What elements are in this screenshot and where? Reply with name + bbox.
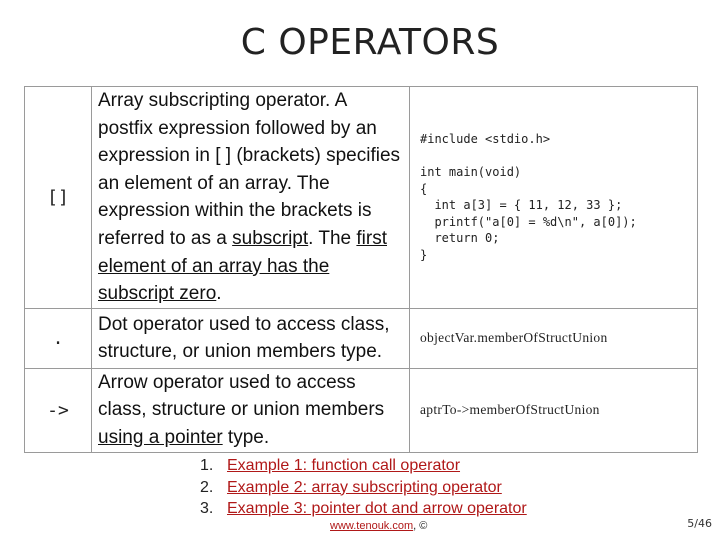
example-2-link[interactable]: Example 2: array subscripting operator — [227, 478, 502, 496]
code-cell — [410, 368, 698, 452]
description-cell — [92, 87, 410, 309]
table-row — [25, 308, 698, 368]
table-row — [25, 368, 698, 452]
list-item — [200, 498, 527, 520]
list-item — [200, 477, 527, 499]
description-text: type. — [222, 426, 270, 448]
footer — [330, 520, 427, 532]
examples-list — [200, 455, 527, 520]
example-1-link[interactable]: Example 1: function call operator — [227, 457, 461, 474]
list-number: 2. — [200, 478, 214, 496]
list-number: 1. — [200, 457, 214, 474]
code-snippet: #include <stdio.h> int main(void) { int a[3] = { 11, 12, 33 }; printf("a[0] = %d\n", a[0]); return 0; } — [420, 132, 637, 262]
code-cell — [410, 308, 698, 368]
pointer-term: using a pointer — [98, 426, 223, 448]
code-snippet: aptrTo->memberOfStructUnion — [420, 402, 600, 418]
page-number: 5/46 — [687, 517, 712, 530]
description-text: Array subscripting operator. A postfix expression followed by an expression in [ ] (brackets) specifies an element of an array. The expression within the brackets is referred to as a — [98, 90, 401, 249]
operator-cell: -> — [25, 368, 92, 452]
subscript-zero-term: first element of an array has the subscript zero — [98, 227, 387, 305]
operators-table — [24, 86, 698, 453]
subscript-term: subscript — [232, 227, 309, 249]
code-cell — [410, 87, 698, 309]
operator-cell: . — [25, 308, 92, 368]
copyright-text: , © — [413, 520, 428, 532]
description-cell — [92, 368, 410, 452]
description-cell: Dot operator used to access class, structure, or union members type. — [92, 308, 410, 368]
example-3-link[interactable]: Example 3: pointer dot and arrow operator — [227, 500, 527, 517]
operator-cell: [] — [25, 87, 92, 309]
slide-title: C OPERATORS — [240, 22, 500, 63]
description-text: Arrow operator used to access class, structure or union members — [98, 371, 385, 421]
table-row — [25, 87, 698, 309]
description-text: . — [216, 283, 222, 305]
list-number: 3. — [200, 500, 214, 517]
code-snippet: objectVar.memberOfStructUnion — [420, 330, 608, 346]
site-link[interactable]: www.tenouk.com — [330, 520, 414, 532]
list-item — [200, 455, 527, 477]
description-text: . The — [308, 227, 357, 249]
